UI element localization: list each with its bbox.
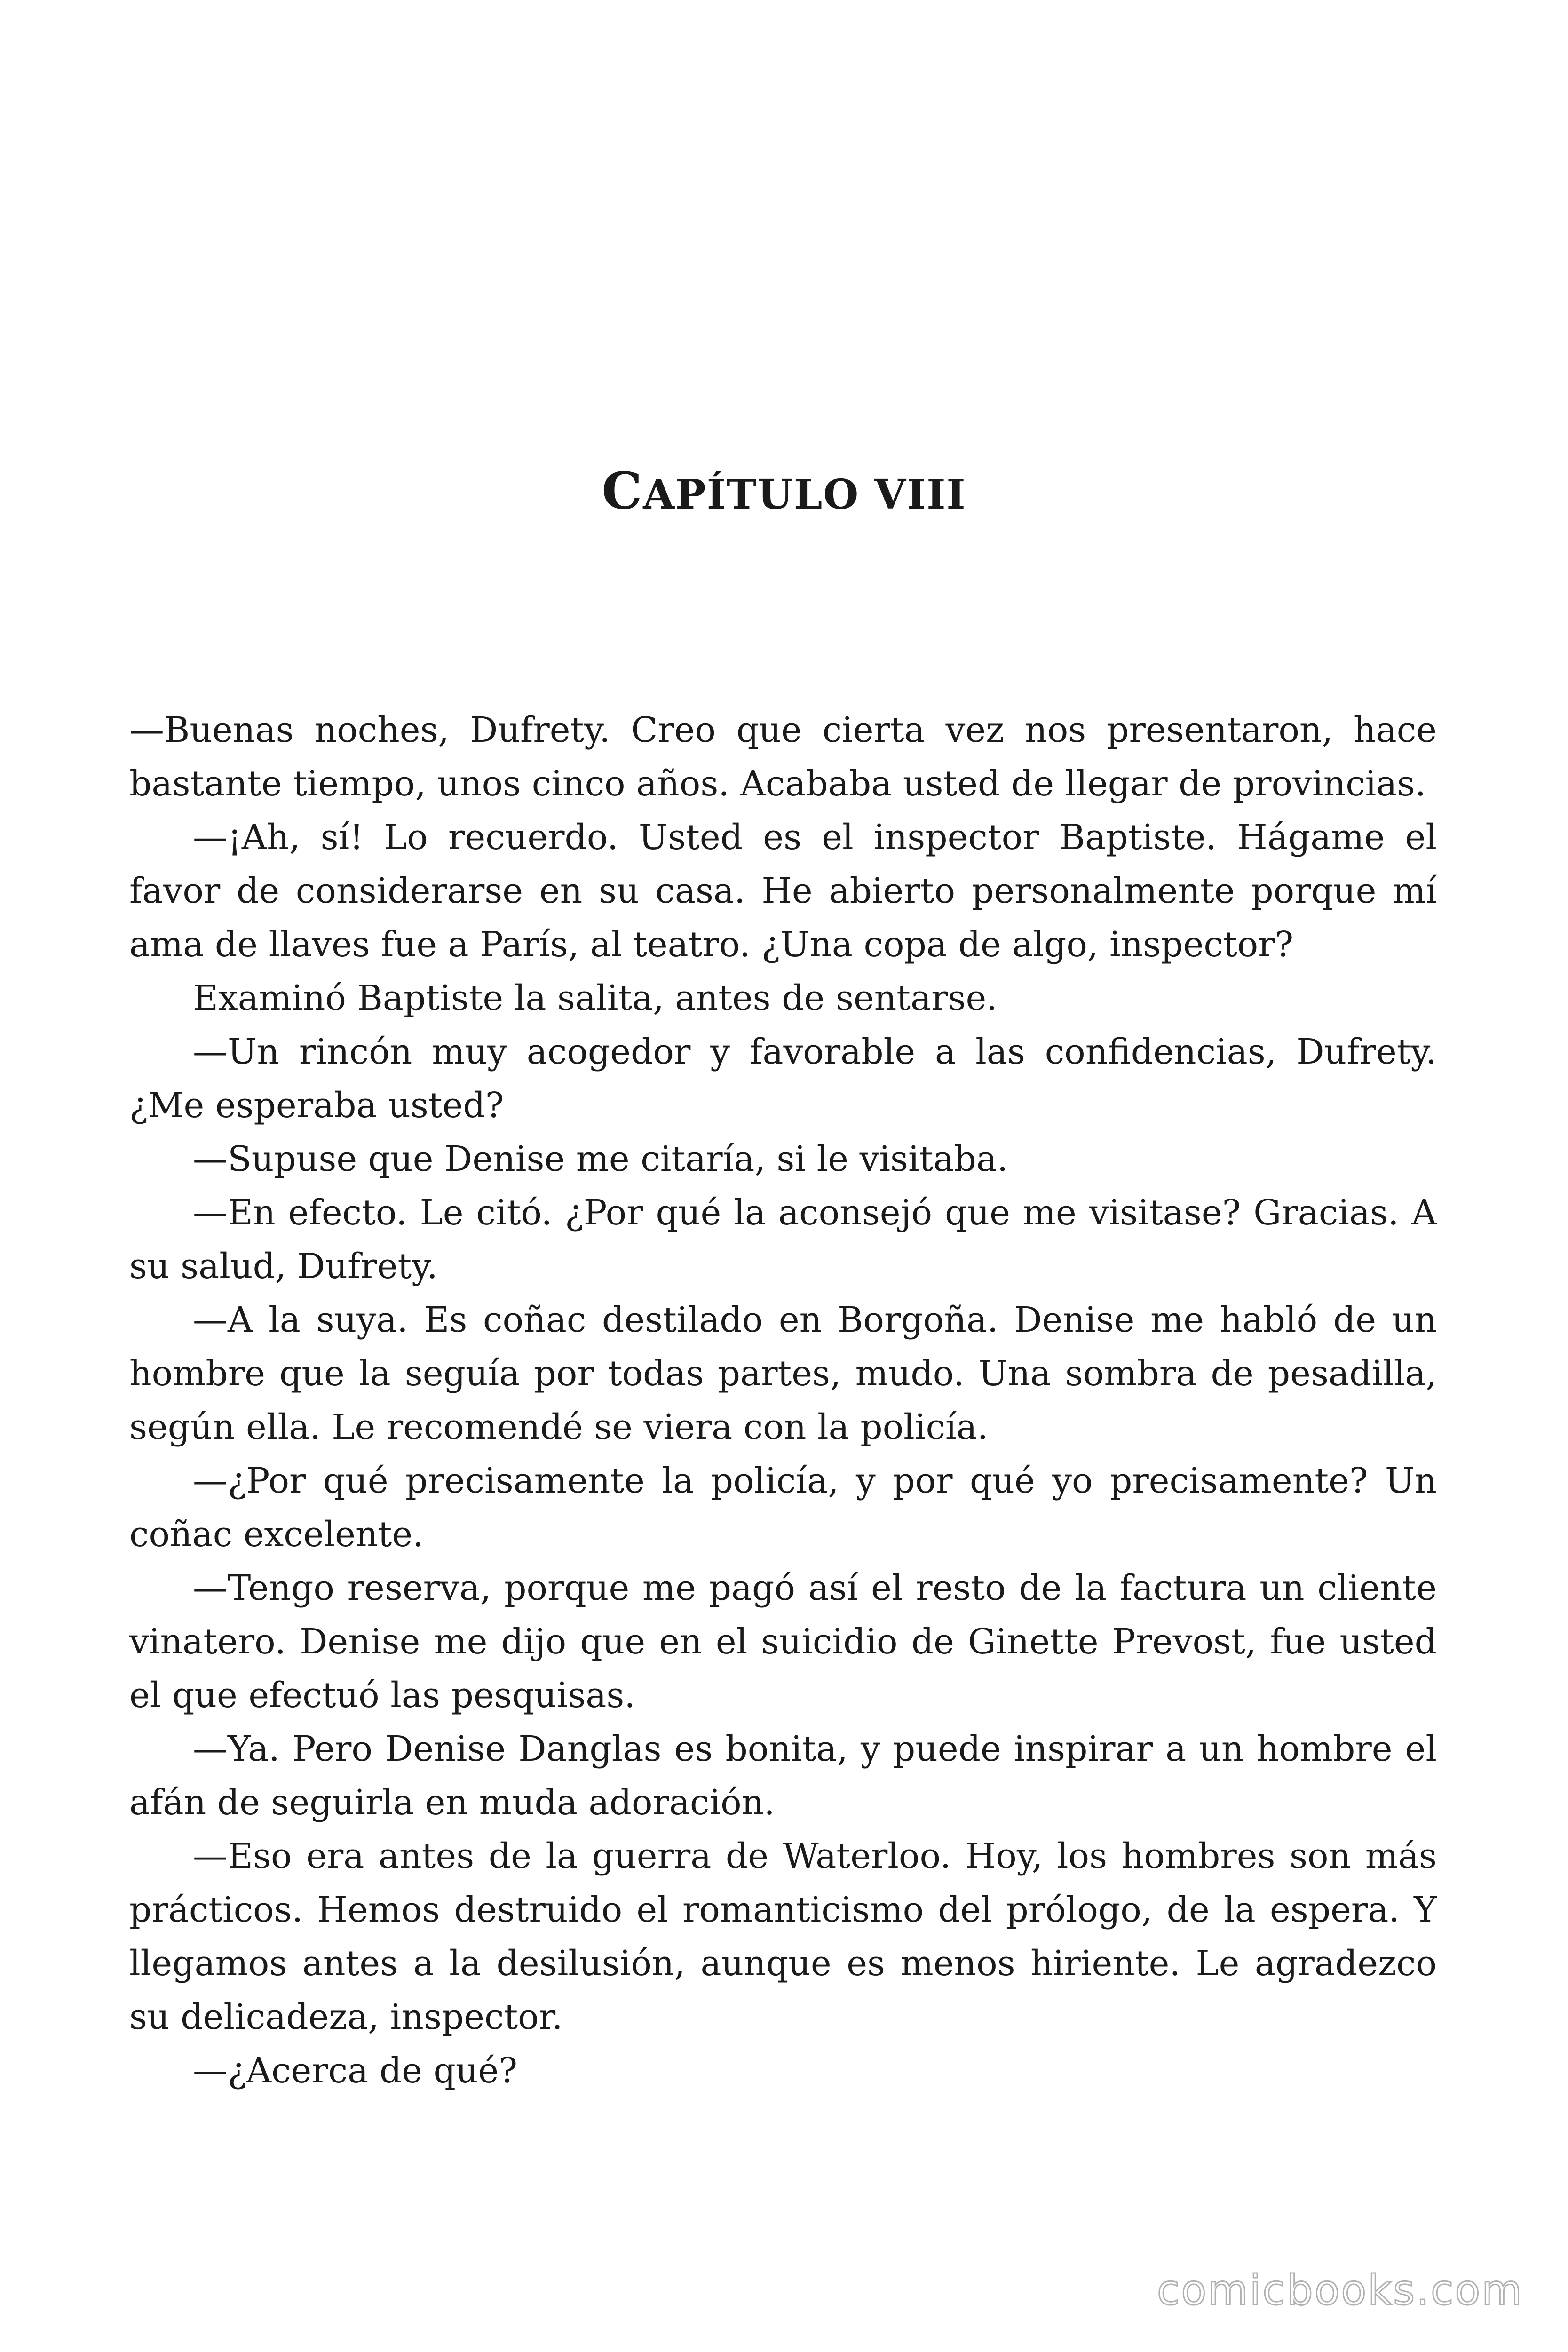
paragraph: —A la suya. Es coñac destilado en Borgoña. Denise me habló de un hombre que la seguía por todas partes, mudo. Una sombra de pesadilla, según ella. Le recomendé se viera con la policía. xyxy=(129,1300,1437,1447)
paragraph: —¿Por qué precisamente la policía, y por qué yo precisamente? Un coñac excelente. xyxy=(129,1461,1437,1555)
paragraph: —¿Acerca de qué? xyxy=(193,2050,517,2091)
paragraph: —Supuse que Denise me citaría, si le visitaba. xyxy=(193,1139,1008,1179)
chapter-title-rest: APÍTULO VIII xyxy=(643,471,966,518)
paragraph: Examinó Baptiste la salita, antes de sentarse. xyxy=(193,978,998,1018)
paragraph: —Tengo reserva, porque me pagó así el resto de la factura un cliente vinatero. Denise me dijo que en el suicidio de Ginette Prevost, fue usted el que efectuó las pesquisas. xyxy=(129,1568,1437,1716)
watermark: comicbooks.com xyxy=(1156,2266,1523,2314)
chapter-title xyxy=(0,461,1568,522)
chapter-title-initial: C xyxy=(602,461,643,521)
paragraph: —Ya. Pero Denise Danglas es bonita, y puede inspirar a un hombre el afán de seguirla en muda adoración. xyxy=(129,1729,1437,1823)
chapter-body xyxy=(129,703,1437,2098)
paragraph: —Buenas noches, Dufrety. Creo que cierta vez nos presentaron, hace bastante tiempo, unos cinco años. Acababa usted de llegar de provincias. xyxy=(129,710,1437,804)
paragraph: —Un rincón muy acogedor y favorable a las confidencias, Dufrety. ¿Me esperaba usted? xyxy=(129,1032,1437,1126)
paragraph: —En efecto. Le citó. ¿Por qué la aconsejó que me visitase? Gracias. A su salud, Dufrety. xyxy=(129,1192,1437,1287)
paragraph: —Eso era antes de la guerra de Waterloo. Hoy, los hombres son más prácticos. Hemos destruido el romanticismo del prólogo, de la espera. Y llegamos antes a la desilusión, aunque es menos hiriente. Le agradezco su delicadeza, inspector. xyxy=(129,1836,1437,2037)
paragraph: —¡Ah, sí! Lo recuerdo. Usted es el inspector Baptiste. Hágame el favor de considerarse en su casa. He abierto personalmente porque mí ama de llaves fue a París, al teatro. ¿Una copa de algo, inspector? xyxy=(129,817,1437,965)
